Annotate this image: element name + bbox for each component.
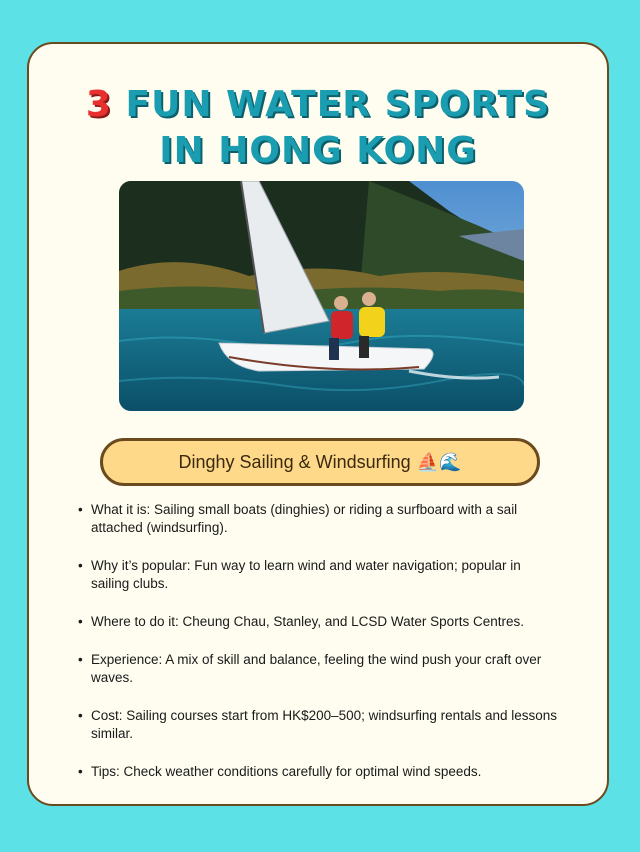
list-item: • Where to do it: Cheung Chau, Stanley, and LCSD Water Sports Centres. — [78, 614, 524, 629]
list-item: • What it is: Sailing small boats (dinghies) or riding a surfboard with a sail attached (windsurfing). — [78, 502, 518, 535]
list-item: • Tips: Check weather conditions carefully for optimal wind speeds. — [78, 764, 482, 779]
title-line-1 — [29, 82, 607, 128]
title-number: 3 — [85, 84, 112, 125]
list-item: • Why it’s popular: Fun way to learn wind and water navigation; popular in sailing clubs. — [78, 558, 521, 591]
list-item-text: Why it’s popular: Fun way to learn wind and water navigation; popular in sailing clubs. — [91, 558, 521, 591]
content-card — [27, 42, 609, 806]
section-label: Dinghy Sailing & Windsurfing — [178, 451, 411, 472]
list-item-text: Cost: Sailing courses start from HK$200–500; windsurfing rentals and lessons similar. — [91, 708, 557, 741]
list-item: • Cost: Sailing courses start from HK$200–500; windsurfing rentals and lessons similar. — [78, 708, 557, 741]
list-item-text: What it is: Sailing small boats (dinghies) or riding a surfboard with a sail attached (windsurfing). — [91, 502, 518, 535]
section-label-pill — [100, 438, 540, 486]
list-item-text: Where to do it: Cheung Chau, Stanley, and LCSD Water Sports Centres. — [91, 614, 524, 629]
info-list — [78, 501, 561, 801]
sailing-photo — [119, 181, 524, 411]
sailboat-wave-icon: ⛵🌊 — [416, 451, 462, 473]
list-item-text: Tips: Check weather conditions carefully for optimal wind speeds. — [91, 764, 482, 779]
list-item-text: Experience: A mix of skill and balance, feeling the wind push your craft over waves. — [91, 652, 542, 685]
page-title — [29, 82, 607, 174]
title-line-1-text: FUN WATER SPORTS — [125, 84, 551, 125]
title-line-2: IN HONG KONG — [159, 130, 477, 171]
list-item: • Experience: A mix of skill and balance, feeling the wind push your craft over waves. — [78, 652, 542, 685]
